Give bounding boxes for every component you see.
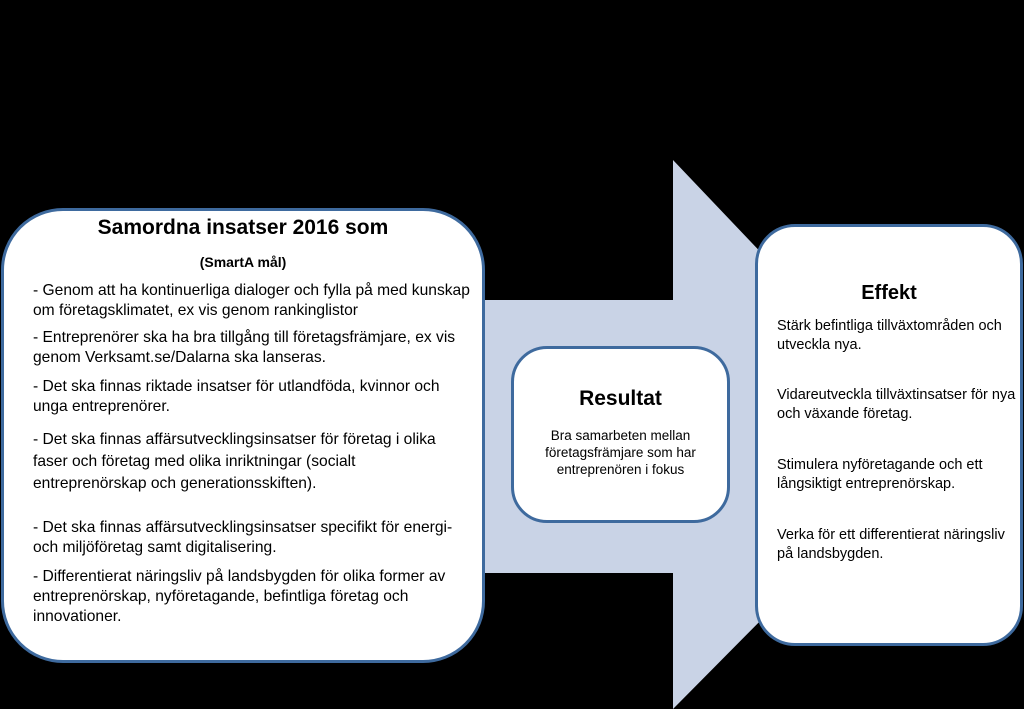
effect-title: Effekt [861, 282, 917, 304]
initiatives-title: Samordna insatser 2016 som [97, 216, 389, 239]
initiatives-box [1, 208, 485, 663]
result-text: Bra samarbeten mellan företagsfrämjare som har entreprenören i fokus [545, 428, 696, 477]
effect-box [755, 224, 1023, 646]
result-title: Resultat [579, 387, 662, 410]
initiative-item: - Det ska finnas riktade insatser för utlandföda, kvinnor och unga entreprenörer. [33, 378, 440, 415]
initiatives-subtitle: (SmartA mål) [199, 254, 287, 270]
initiative-item: - Det ska finnas affärsutvecklingsinsatser för företag i olika faser och företag med olika inriktningar (socialt entreprenörskap och generationsskiften). [33, 431, 436, 492]
effect-item: Stimulera nyföretagande och ett långsiktigt entreprenörskap. [777, 457, 983, 492]
initiative-item: - Differentierat näringsliv på landsbygden för olika former av entreprenörskap, nyföretagande, befintliga företag och innovationer. [33, 568, 446, 625]
effect-item: Stärk befintliga tillväxtområden och utveckla nya. [777, 318, 1002, 353]
effect-item: Verka för ett differentierat näringsliv på landsbygden. [777, 527, 1005, 562]
initiative-item: - Det ska finnas affärsutvecklingsinsatser specifikt för energi-och miljöföretag samt digitalisering. [33, 519, 453, 556]
initiative-item: - Entreprenörer ska ha bra tillgång till företagsfrämjare, ex vis genom Verksamt.se/Dalarna ska lanseras. [33, 329, 456, 366]
effect-item: Vidareutveckla tillväxtinsatser för nya och växande företag. [777, 387, 1016, 422]
initiative-item: - Genom att ha kontinuerliga dialoger och fylla på med kunskap om företagsklimatet, ex vis genom rankinglistor [33, 282, 470, 319]
result-box [511, 346, 730, 523]
